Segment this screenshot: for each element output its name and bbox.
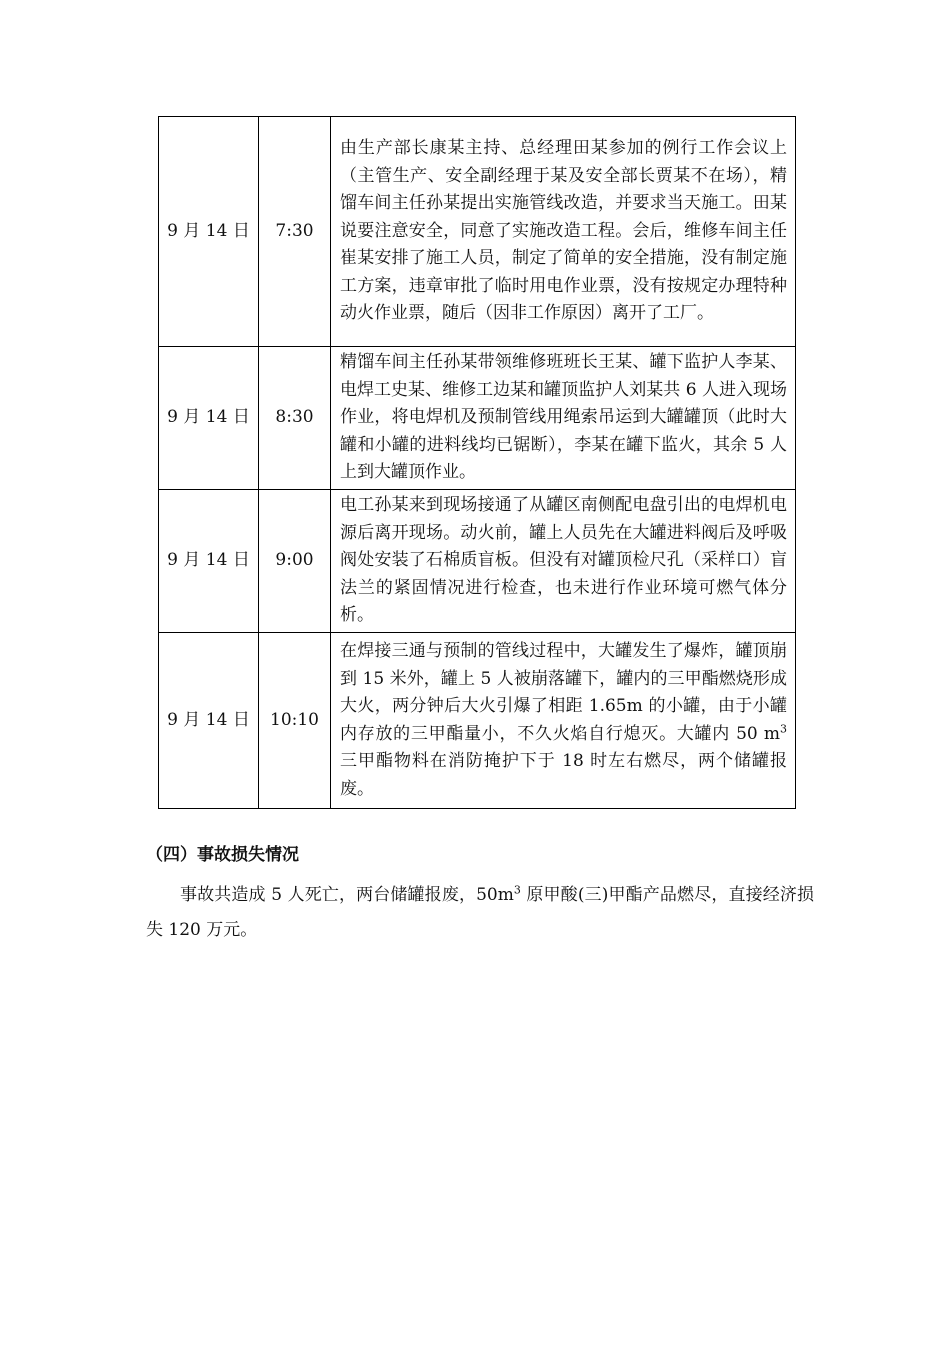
event-description-part: 三甲酯物料在消防掩护下于 18 时左右燃尽，两个储罐报废。 <box>340 751 787 799</box>
table-row <box>159 490 796 633</box>
date-cell: 9 月 14 日 <box>159 347 259 490</box>
date-cell: 9 月 14 日 <box>159 490 259 633</box>
table-row <box>159 117 796 347</box>
event-description-part: 在焊接三通与预制的管线过程中，大罐发生了爆炸，罐顶崩到 15 米外，罐上 5 人被崩落罐下，罐内的三甲酯燃烧形成大火，两分钟后大火引爆了相距 1.65m 的小罐，由于小罐内存放的三甲酯量小，不久火焰自行熄灭。大罐内 50 m <box>340 641 787 744</box>
time-cell: 10:10 <box>259 633 331 809</box>
time-cell: 9:00 <box>259 490 331 633</box>
date-cell: 9 月 14 日 <box>159 117 259 347</box>
loss-text-part: 原甲酸(三)甲酯产品燃尽，直接经济损失 120 万元。 <box>146 885 815 940</box>
date-cell: 9 月 14 日 <box>159 633 259 809</box>
event-description: 电工孙某来到现场接通了从罐区南侧配电盘引出的电焊机电源后离开现场。动火前，罐上人员先在大罐进料阀后及呼吸阀处安装了石棉质盲板。但没有对罐顶检尺孔（采样口）盲法兰的紧固情况进行检查，也未进行作业环境可燃气体分析。 <box>331 490 796 633</box>
table-row <box>159 347 796 490</box>
superscript-exponent: 3 <box>780 721 787 735</box>
time-cell: 7:30 <box>259 117 331 347</box>
event-description <box>331 633 796 809</box>
section-heading: （四）事故损失情况 <box>146 845 299 865</box>
event-description: 由生产部长康某主持、总经理田某参加的例行工作会议上（主管生产、安全副经理于某及安全部长贾某不在场），精馏车间主任孙某提出实施管线改造，并要求当天施工。田某说要注意安全，同意了实施改造工程。会后，维修车间主任崔某安排了施工人员，制定了简单的安全措施，没有制定施工方案，违章审批了临时用电作业票，没有按规定办理特种动火作业票，随后（因非工作原因）离开了工厂。 <box>331 117 796 347</box>
loss-paragraph <box>146 878 814 948</box>
time-cell: 8:30 <box>259 347 331 490</box>
accident-timeline-table <box>158 116 796 809</box>
event-description: 精馏车间主任孙某带领维修班班长王某、罐下监护人李某、电焊工史某、维修工边某和罐顶监护人刘某共 6 人进入现场作业，将电焊机及预制管线用绳索吊运到大罐罐顶（此时大罐和小罐的进料线均已锯断），李某在罐下监火，其余 5 人上到大罐顶作业。 <box>331 347 796 490</box>
superscript-exponent: 3 <box>513 883 521 897</box>
loss-text-part: 事故共造成 5 人死亡，两台储罐报废，50m <box>180 885 514 905</box>
table-row <box>159 633 796 809</box>
